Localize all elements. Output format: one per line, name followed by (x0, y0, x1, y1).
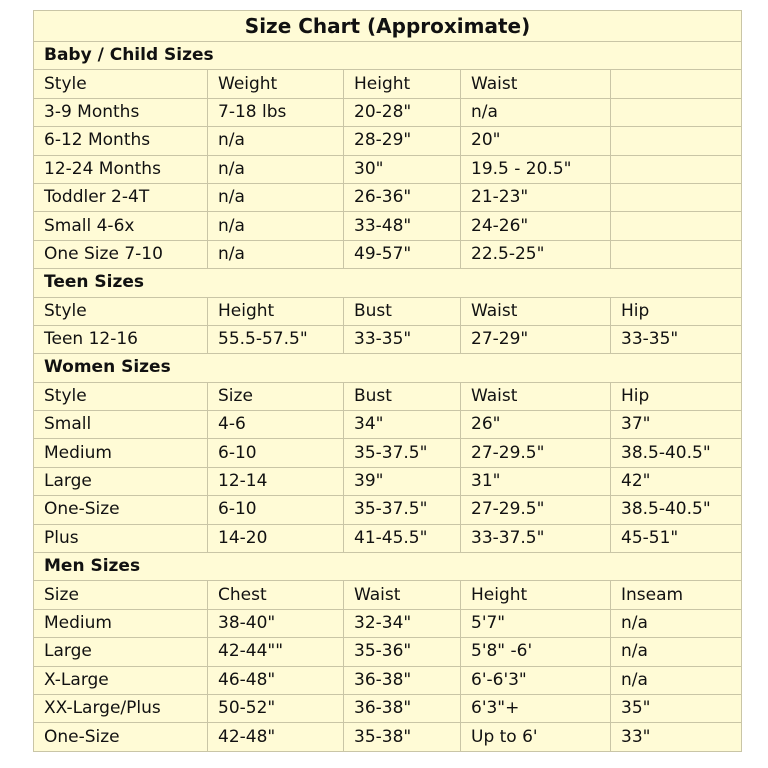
table-cell (611, 212, 742, 240)
column-header-row-teen-sizes (34, 297, 742, 325)
table-cell: 31" (461, 467, 611, 495)
table-row (34, 496, 742, 524)
table-cell: 32-34" (344, 609, 461, 637)
table-cell: 5'7" (461, 609, 611, 637)
table-cell: n/a (208, 155, 344, 183)
table-cell: 33-35" (611, 325, 742, 353)
table-cell (611, 183, 742, 211)
table-cell: One-Size (34, 496, 208, 524)
column-header: Chest (208, 581, 344, 609)
column-header: Height (461, 581, 611, 609)
table-cell: 50-52" (208, 694, 344, 722)
section-heading-row-women-sizes (34, 354, 742, 382)
table-cell: 35" (611, 694, 742, 722)
table-row (34, 694, 742, 722)
table-cell: 6-10 (208, 496, 344, 524)
table-cell: 6-12 Months (34, 127, 208, 155)
column-header: Hip (611, 382, 742, 410)
table-cell: 42-48" (208, 723, 344, 751)
column-header: Style (34, 70, 208, 98)
table-cell: 6-10 (208, 439, 344, 467)
table-cell: 34" (344, 411, 461, 439)
table-cell: 49-57" (344, 240, 461, 268)
table-cell: 26-36" (344, 183, 461, 211)
table-cell: One Size 7-10 (34, 240, 208, 268)
table-row (34, 240, 742, 268)
table-row (34, 638, 742, 666)
table-cell: 42" (611, 467, 742, 495)
table-cell: 38.5-40.5" (611, 439, 742, 467)
table-cell: 30" (344, 155, 461, 183)
table-cell (611, 155, 742, 183)
size-chart-table (33, 10, 742, 752)
column-header: Hip (611, 297, 742, 325)
table-cell: 20-28" (344, 98, 461, 126)
table-cell (611, 240, 742, 268)
table-cell: Small (34, 411, 208, 439)
table-cell: 19.5 - 20.5" (461, 155, 611, 183)
table-cell: Medium (34, 439, 208, 467)
table-row (34, 325, 742, 353)
table-cell: 27-29.5" (461, 439, 611, 467)
column-header: Size (208, 382, 344, 410)
table-row (34, 98, 742, 126)
table-row (34, 155, 742, 183)
column-header: Bust (344, 297, 461, 325)
table-cell: 33-35" (344, 325, 461, 353)
table-cell: 35-36" (344, 638, 461, 666)
column-header: Waist (461, 297, 611, 325)
table-cell: 33-48" (344, 212, 461, 240)
table-cell: 45-51" (611, 524, 742, 552)
table-cell: 5'8" -6' (461, 638, 611, 666)
table-cell: XX-Large/Plus (34, 694, 208, 722)
table-cell: n/a (208, 183, 344, 211)
table-row (34, 439, 742, 467)
table-cell: 4-6 (208, 411, 344, 439)
section-heading: Teen Sizes (34, 269, 742, 297)
column-header-row-baby-child-sizes (34, 70, 742, 98)
table-cell: 12-24 Months (34, 155, 208, 183)
column-header-row-men-sizes (34, 581, 742, 609)
section-heading-row-baby-child-sizes (34, 42, 742, 70)
section-heading-row-teen-sizes (34, 269, 742, 297)
table-cell: n/a (461, 98, 611, 126)
table-cell: 37" (611, 411, 742, 439)
column-header: Height (208, 297, 344, 325)
column-header-row-women-sizes (34, 382, 742, 410)
table-cell: 46-48" (208, 666, 344, 694)
table-cell: 3-9 Months (34, 98, 208, 126)
column-header: Waist (344, 581, 461, 609)
table-cell: n/a (208, 212, 344, 240)
table-cell: n/a (611, 666, 742, 694)
table-row (34, 127, 742, 155)
table-cell: 27-29" (461, 325, 611, 353)
section-heading: Baby / Child Sizes (34, 42, 742, 70)
table-cell: 33-37.5" (461, 524, 611, 552)
table-cell: Large (34, 638, 208, 666)
table-cell: n/a (611, 638, 742, 666)
section-heading: Men Sizes (34, 553, 742, 581)
section-heading: Women Sizes (34, 354, 742, 382)
table-row (34, 609, 742, 637)
table-cell: 14-20 (208, 524, 344, 552)
table-cell: 42-44"" (208, 638, 344, 666)
table-cell: n/a (208, 127, 344, 155)
table-cell (611, 127, 742, 155)
column-header (611, 70, 742, 98)
column-header: Style (34, 382, 208, 410)
table-cell: Teen 12-16 (34, 325, 208, 353)
column-header: Weight (208, 70, 344, 98)
table-cell: 38-40" (208, 609, 344, 637)
table-row (34, 467, 742, 495)
table-cell: Up to 6' (461, 723, 611, 751)
table-cell: 35-38" (344, 723, 461, 751)
table-cell (611, 98, 742, 126)
table-cell: n/a (208, 240, 344, 268)
table-cell: One-Size (34, 723, 208, 751)
column-header: Waist (461, 70, 611, 98)
table-cell: 38.5-40.5" (611, 496, 742, 524)
chart-title: Size Chart (Approximate) (34, 11, 742, 42)
table-cell: Small 4-6x (34, 212, 208, 240)
table-cell: 7-18 lbs (208, 98, 344, 126)
table-row (34, 666, 742, 694)
column-header: Bust (344, 382, 461, 410)
table-cell: 27-29.5" (461, 496, 611, 524)
column-header: Inseam (611, 581, 742, 609)
table-cell: Medium (34, 609, 208, 637)
column-header: Style (34, 297, 208, 325)
table-cell: 35-37.5" (344, 439, 461, 467)
table-cell: 55.5-57.5" (208, 325, 344, 353)
table-cell: n/a (611, 609, 742, 637)
column-header: Height (344, 70, 461, 98)
table-cell: 39" (344, 467, 461, 495)
table-row (34, 411, 742, 439)
table-cell: 22.5-25" (461, 240, 611, 268)
table-cell: Plus (34, 524, 208, 552)
table-cell: 6'-6'3" (461, 666, 611, 694)
table-row (34, 723, 742, 751)
column-header: Size (34, 581, 208, 609)
table-row (34, 524, 742, 552)
table-cell: 28-29" (344, 127, 461, 155)
table-cell: X-Large (34, 666, 208, 694)
table-cell: Large (34, 467, 208, 495)
table-row (34, 183, 742, 211)
size-chart-body (34, 11, 742, 752)
table-row (34, 212, 742, 240)
table-cell: 26" (461, 411, 611, 439)
table-cell: 6'3"+ (461, 694, 611, 722)
table-cell: 21-23" (461, 183, 611, 211)
table-cell: 36-38" (344, 666, 461, 694)
table-cell: Toddler 2-4T (34, 183, 208, 211)
table-cell: 36-38" (344, 694, 461, 722)
table-cell: 41-45.5" (344, 524, 461, 552)
table-cell: 24-26" (461, 212, 611, 240)
title-row (34, 11, 742, 42)
table-cell: 33" (611, 723, 742, 751)
section-heading-row-men-sizes (34, 553, 742, 581)
table-cell: 20" (461, 127, 611, 155)
table-cell: 12-14 (208, 467, 344, 495)
column-header: Waist (461, 382, 611, 410)
table-cell: 35-37.5" (344, 496, 461, 524)
